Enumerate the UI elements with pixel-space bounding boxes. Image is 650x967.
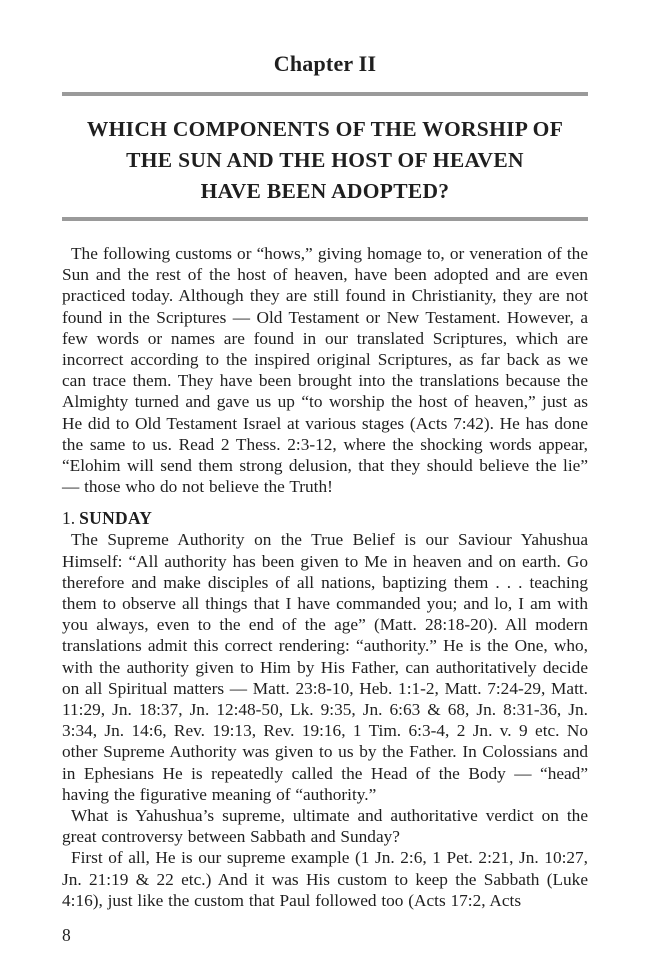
divider-top-rule xyxy=(62,92,588,96)
sunday-paragraph-3: First of all, He is our supreme example (1 Jn. 2:6, 1 Pet. 2:21, Jn. 10:27, Jn. 21:19 & 22 etc.) And it was His custom to keep the Sabbath (Luke 4:16), just like the custom that Paul followed too (Acts 17:2, Acts xyxy=(62,848,588,910)
chapter-title: Chapter II xyxy=(273,51,377,76)
section-number: 1. xyxy=(62,508,76,529)
divider-bottom-rule xyxy=(62,217,588,221)
sunday-paragraph-1: The Supreme Authority on the True Belief is our Saviour Yahushua Himself: “All authority has been given to Me in heaven and on earth. Go therefore and make disciples of all nations, baptizing them . . . teaching them to observe all things that I have commanded you; and lo, I am with you always, even to the end of the age” (Matt. 28:18-20). All modern translations admit this correct rendering: “authority.” He is the One, who, with the authority given to Him by His Father, can authoritatively decide on all Spiritual matters — Matt. 23:8-10, Heb. 1:1-2, Matt. 7:24-29, Matt. 11:29, Jn. 18:37, Jn. 12:48-50, Lk. 9:35, Jn. 6:63 & 68, Jn. 8:31-36, Jn. 3:34, Jn. 14:6, Rev. 19:13, Rev. 19:16, 1 Tim. 6:3-4, 2 Jn. v. 9 etc. No other Supreme Authority was given to us by the Father. In Colossians and in Ephesians He is repeatedly called the Head of the Body — “head” having the figurative meaning of “authority.” xyxy=(62,530,588,804)
section-title: SUNDAY xyxy=(79,508,153,529)
heading-line-2: THE SUN AND THE HOST OF HEAVEN xyxy=(126,148,524,172)
section-heading-sunday xyxy=(62,507,588,529)
intro-paragraph: The following customs or “hows,” giving homage to, or veneration of the Sun and the rest of the host of heaven, have been adopted and are even practiced today. Although they are still found in Christianity, they are not found in the Scriptures — Old Testament or New Testament. However, a few words or names are found in our translated Scriptures, which are incorrect according to the inspired original Scriptures, as far back as we can trace them. They have been brought into the translations because the Almighty turned and gave us up “to worship the host of heaven,” just as He did to Old Testament Israel at various stages (Acts 7:42). He has done the same to us. Read 2 Thess. 2:3-12, where the shocking words appear, “Elohim will send them strong delusion, that they should believe the lie” — those who do not believe the Truth! xyxy=(62,244,588,497)
heading-line-1: WHICH COMPONENTS OF THE WORSHIP OF xyxy=(86,117,564,141)
page-number: 8 xyxy=(62,925,71,946)
sunday-paragraph-2: What is Yahushua’s supreme, ultimate and authoritative verdict on the great controversy between Sabbath and Sunday? xyxy=(62,806,588,847)
page-heading xyxy=(62,114,588,207)
heading-line-3: HAVE BEEN ADOPTED? xyxy=(200,179,450,203)
